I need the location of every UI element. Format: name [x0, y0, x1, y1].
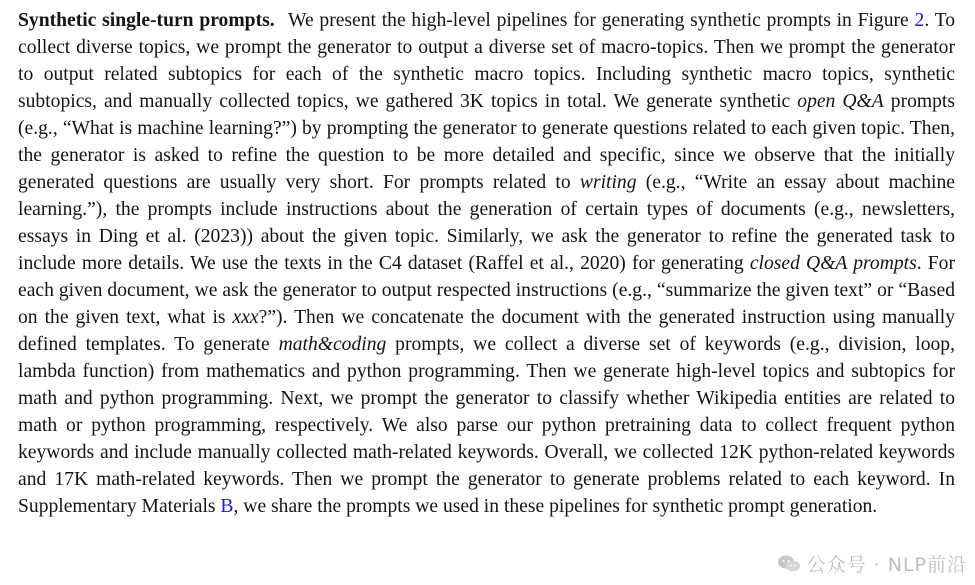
text-run: We present the high-level pipelines for generating synthetic prompts in Figure	[288, 10, 915, 31]
text-run: ?”). Then we concatenate the document with the generated instruction using manually defined templates. To generate	[18, 307, 955, 355]
watermark	[777, 550, 967, 577]
text-run: (e.g., “Write an essay about machine learning.”), the prompts include instructions about the generation of certain types of documents (e.g., newsletters, essays in Ding et al. (2023)) about the given topic. Similarly, we ask the generator to refine the generated task to include more details. We use the texts in the C4 dataset (Raffel et al., 2020) for generating	[18, 172, 955, 274]
paragraph-heading: Synthetic single-turn prompts.	[18, 10, 275, 31]
emphasis-writing: writing	[579, 172, 637, 193]
text-run: prompts, we collect a diverse set of keywords (e.g., division, loop, lambda function) from mathematics and python programming. Then we generate high-level topics and subtopics for math and python programming. Next, we prompt the generator to classify whether Wikipedia entities are related to math or python programming, respectively. We also parse our python pretraining data to collect frequent python keywords and include manually collected math-related keywords. Overall, we collected 12K python-related keywords and 17K math-related keywords. Then we prompt the generator to generate problems related to each keyword. In Supplementary Materials	[18, 334, 955, 517]
emphasis-open-qa: open Q&A	[797, 91, 884, 112]
emphasis-closed-qa: closed Q&A prompts	[749, 253, 917, 274]
wechat-icon	[777, 554, 801, 574]
emphasis-math-coding: math&coding	[278, 334, 387, 355]
text-run: . To collect diverse topics, we prompt the generator to output a diverse set of macro-topics. Then we prompt the generator to output related subtopics for each of the synthetic macro topics. Including synthetic macro topics, synthetic subtopics, and manually collected topics, we gathered 3K topics in total. We generate synthetic	[18, 10, 956, 112]
supplementary-reference-link[interactable]: B	[220, 496, 234, 517]
text-run: , we share the prompts we used in these pipelines for synthetic prompt generation.	[233, 496, 878, 517]
text-run: . For each given document, we ask the generator to output respected instructions (e.g., “summarize the given text” or “Based on the given text, what is	[18, 253, 955, 328]
text-run: prompts (e.g., “What is machine learning?”) by prompting the generator to generate questions related to each given topic. Then, the generator is asked to refine the question to be more detailed and specific, since we observe that the initially generated questions are usually very short. For prompts related to	[18, 91, 956, 193]
emphasis-xxx: xxx	[232, 307, 259, 328]
watermark-text: 公众号 · NLP前沿	[806, 554, 967, 576]
body-paragraph	[18, 7, 955, 520]
figure-reference-link[interactable]: 2	[914, 10, 925, 31]
